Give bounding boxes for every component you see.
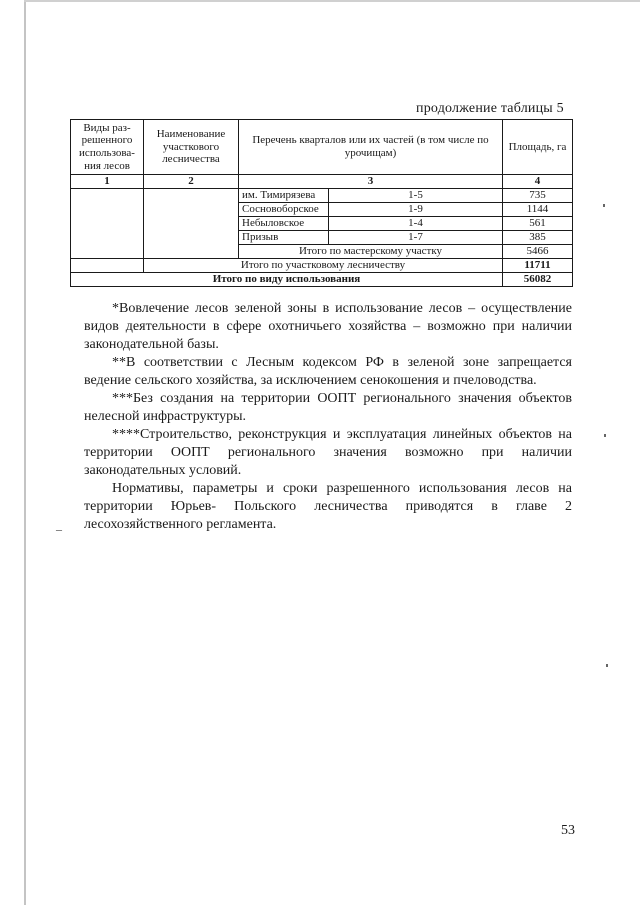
use-type-cell	[71, 258, 144, 272]
notes-block	[84, 300, 572, 534]
note-paragraph: Нормативы, параметры и сроки разрешенного использования лесов на территории Юрьев- Польского лесничества приводятся в главе 2 лесохозяйственного регламента.	[84, 481, 572, 532]
tract-name: им. Тимирязева	[239, 188, 329, 202]
tract-name: Призыв	[239, 230, 329, 244]
table-continuation-label: продолжение таблицы 5	[416, 101, 564, 116]
quarters-range: 1-5	[329, 188, 503, 202]
column-number: 1	[71, 175, 144, 189]
area-value: 385	[503, 230, 573, 244]
area-value: 561	[503, 216, 573, 230]
use-type-cell	[71, 188, 144, 258]
tract-name: Сосновоборское	[239, 202, 329, 216]
note-paragraph: ***Без создания на территории ООПТ регионального значения объектов нелесной инфраструктуры.	[84, 391, 572, 424]
total-use-area: 56082	[503, 272, 573, 286]
note-paragraph: **В соответствии с Лесным кодексом РФ в зеленой зоне запрещается ведение сельского хозяйства, за исключением сенокошения и пчеловодства.	[84, 355, 572, 388]
column-number: 3	[239, 175, 503, 189]
header-area: Площадь, га	[503, 120, 573, 175]
column-number: 2	[144, 175, 239, 189]
table-row	[71, 188, 573, 202]
header-use-type: Виды раз-решенного использова-ния лесов	[71, 120, 144, 175]
note-paragraph: ****Строительство, реконструкция и эксплуатация линейных объектов на территории ООПТ регионального значения возможно при наличии законодательных условий.	[84, 427, 572, 478]
header-forestry-name: Наименование участкового лесничества	[144, 120, 239, 175]
scan-speck	[603, 204, 605, 207]
table-header-row	[71, 120, 573, 175]
subtotal-master-label: Итого по мастерскому участку	[239, 244, 503, 258]
scan-speck	[606, 664, 608, 667]
forestry-name-cell	[144, 188, 239, 258]
quarters-range: 1-4	[329, 216, 503, 230]
page-number: 53	[561, 823, 575, 838]
forest-use-table	[70, 119, 573, 287]
header-quarters-list: Перечень кварталов или их частей (в том числе по урочищам)	[239, 120, 503, 175]
quarters-range: 1-7	[329, 230, 503, 244]
subtotal-master-area: 5466	[503, 244, 573, 258]
area-value: 735	[503, 188, 573, 202]
tract-name: Небыловское	[239, 216, 329, 230]
page-top-edge	[24, 0, 640, 2]
page-left-edge	[24, 0, 26, 905]
subtotal-forestry-label: Итого по участковому лесничеству	[144, 258, 503, 272]
subtotal-forestry-row	[71, 258, 573, 272]
note-paragraph: *Вовлечение лесов зеленой зоны в использование лесов – осуществление видов деятельности в сфере охотничьего хозяйства – возможно при наличии законодательной базы.	[84, 301, 572, 352]
scan-speck	[604, 434, 606, 437]
subtotal-forestry-area: 11711	[503, 258, 573, 272]
column-number-row	[71, 175, 573, 189]
total-use-label: Итого по виду использования	[71, 272, 503, 286]
area-value: 1144	[503, 202, 573, 216]
total-use-row	[71, 272, 573, 286]
margin-dash-mark: –	[56, 522, 62, 536]
column-number: 4	[503, 175, 573, 189]
quarters-range: 1-9	[329, 202, 503, 216]
